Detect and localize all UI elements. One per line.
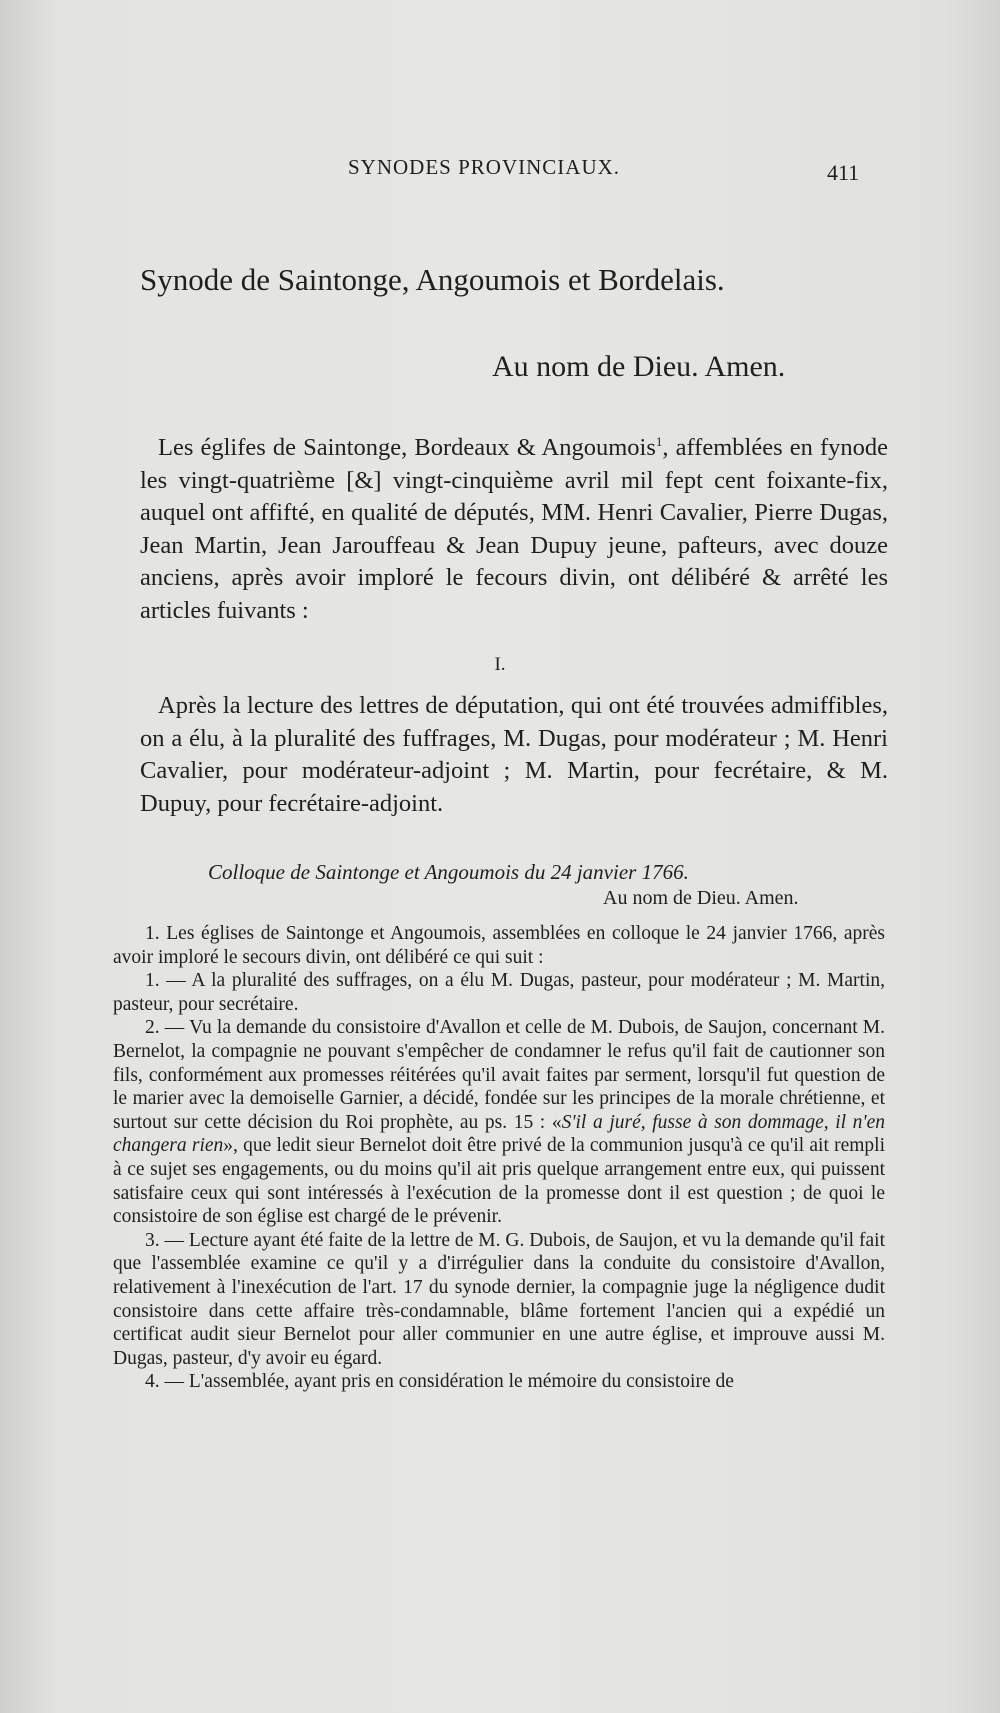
- colloque-paragraph: 1. Les églises de Saintonge et Angoumois, assemblées en colloque le 24 janvier 1766, après avoir imploré le secours divin, ont délibéré ce qui suit :: [113, 923, 885, 968]
- colloque-paragraph: 4. — L'assemblée, ayant pris en considération le mémoire du consistoire de: [145, 1371, 734, 1393]
- article-numeral: I.: [494, 654, 506, 675]
- invocation: Au nom de Dieu. Amen.: [492, 350, 786, 383]
- colloque-paragraph: 3. — Lecture ayant été faite de la lettre de M. G. Dubois, de Saujon, et vu la demande qu'il fait que l'assemblée examine ce qu'il y a d'irrégulier dans la conduite du consistoire d'Avallon, relativement à l'inexécution de l'art. 17 du synode dernier, la compagnie juge la négligence dudit consistoire dans cette affaire très-condamnable, blâme fortement l'ancien qui a expédié un certificat audit sieur Bernelot pour aller communier en une autre église, et improuve aussi M. Dugas, pasteur, d'y avoir eu égard.: [113, 1229, 885, 1369]
- paragraph-text: 2. — Vu la demande du consistoire d'Avallon et celle de M. Dubois, de Saujon, concernant M. Bernelot, la compagnie ne pouvant s'empêcher de condamner le refus qu'il fait de cautionner son fils, conformément aux promesses réitérées qu'il avait faites par serment, lorsqu'il fut question de le marier avec la demoiselle Garnier, a décidé, fondée sur les principes de la morale chrétienne, et surtout sur cette décision du Roi prophète, au ps. 15 : «: [113, 1017, 885, 1133]
- paragraph-text: », que ledit sieur Bernelot doit être privé de la communion jusqu'à ce qu'il ait rempli à ce sujet ses engagements, ou du moins qu'il ait pris quelque arrangement entre eux, qui puissent satisfaire ceux qui sont intéressés à l'exécution de la promesse dont il est question ; de quoi le consistoire de son église est chargé de le prévenir.: [113, 1135, 885, 1228]
- section-title: Synode de Saintonge, Angoumois et Bordelais.: [140, 262, 725, 297]
- colloque-title: Colloque de Saintonge et Angoumois du 24 janvier 1766.: [208, 860, 689, 884]
- footnote-marker: 1: [655, 433, 663, 449]
- article-paragraph: Après la lecture des lettres de députation, qui ont été trouvées admiffibles, on a élu, à la pluralité des fuffrages, M. Dugas, pour modérateur ; M. Henri Cavalier, pour modérateur-adjoint ; M. Martin, pour fecrétaire, & M. Dupuy, pour fecrétaire-adjoint.: [140, 692, 888, 817]
- psalm-quotation: S'il a juré, fusse à son dommage, il n'en changera rien: [113, 1111, 885, 1157]
- colloque-text: [113, 922, 885, 1394]
- intro-paragraph: [140, 432, 888, 627]
- running-title: SYNODES PROVINCIAUX.: [348, 155, 621, 179]
- colloque-paragraph: 1. — A la pluralité des suffrages, on a élu M. Dugas, pasteur, pour modérateur ; M. Martin, pasteur, pour secrétaire.: [113, 970, 885, 1015]
- colloque-invocation: Au nom de Dieu. Amen.: [603, 887, 799, 909]
- colloque-paragraph: [113, 1016, 885, 1228]
- page-number: 411: [827, 160, 860, 185]
- intro-text-b: , affemblées en fynode les vingt-quatrième [&] vingt-cinquième avril mil fept cent foixante-fix, auquel ont affifté, en qualité de députés, MM. Henri Cavalier, Pierre Dugas, Jean Martin, Jean Jarouffeau & Jean Dupuy jeune, pafteurs, avec douze anciens, après avoir imploré le fecours divin, ont délibéré & arrêté les articles fuivants :: [140, 434, 888, 624]
- intro-text-a: Les églifes de Saintonge, Bordeaux & Angoumois: [158, 434, 656, 461]
